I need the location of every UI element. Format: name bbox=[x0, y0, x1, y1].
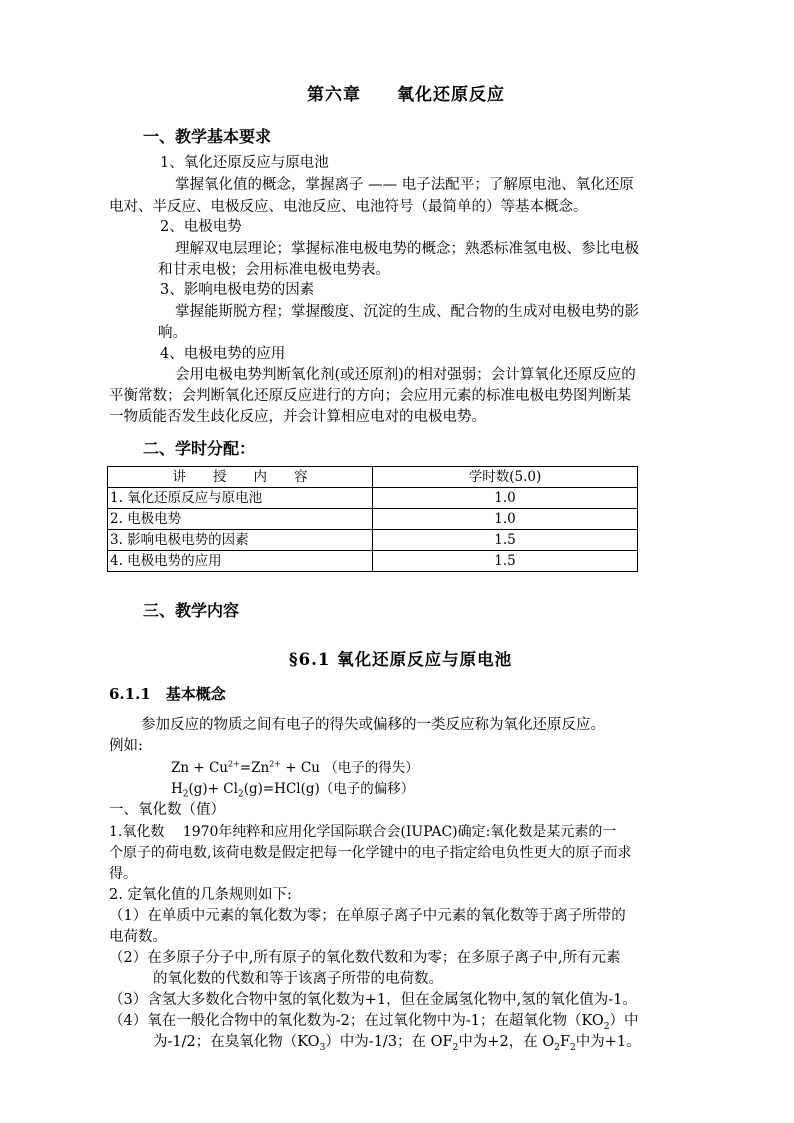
section-heading-content: 三、教学内容 bbox=[143, 601, 240, 620]
eq-text: Zn + Cu bbox=[171, 760, 228, 776]
rule-text: F bbox=[559, 1034, 571, 1050]
requirement-item-text: 电对、半反应、电极反应、电池反应、电池符号（最简单的）等基本概念。 bbox=[109, 199, 588, 215]
equation-zn-cu bbox=[171, 757, 419, 779]
rule-item bbox=[153, 1031, 641, 1053]
table-header-cell: 学时数(5.0) bbox=[373, 467, 638, 488]
rules-heading: 2. 定氧化值的几条规则如下: bbox=[109, 887, 292, 903]
eq-text: H bbox=[171, 781, 183, 797]
requirement-item-text: 平衡常数；会判断氧化还原反应进行的方向；会应用元素的标准电极电势图判断某 bbox=[109, 388, 631, 404]
rule-text: 中为+2，在 O bbox=[458, 1034, 555, 1050]
requirement-item-head: 4、电极电势的应用 bbox=[160, 346, 286, 362]
table-row bbox=[108, 488, 638, 509]
requirement-item-text: 掌握能斯脱方程；掌握酸度、沉淀的生成、配合物的生成对电极电势的影 bbox=[175, 304, 639, 320]
requirement-item-head: 1、氧化还原反应与原电池 bbox=[160, 155, 329, 171]
table-cell: 4. 电极电势的应用 bbox=[108, 551, 373, 572]
table-cell: 1.0 bbox=[373, 488, 638, 509]
eq-charge: 2+ bbox=[269, 759, 281, 769]
rule-item: （2）在多原子分子中,所有原子的氧化数代数和为零；在多原子离子中,所有元素 bbox=[109, 950, 621, 966]
rule-text: ）中 bbox=[609, 1013, 639, 1029]
eq-subscript: 2 bbox=[182, 789, 189, 800]
eq-subscript: 2 bbox=[237, 789, 244, 800]
rule-item: （1）在单质中元素的氧化数为零；在单原子离子中元素的氧化数等于离子所带的 bbox=[109, 908, 626, 924]
rule-item: （3）含氢大多数化合物中氢的氧化数为+1，但在金属氢化物中,氢的氧化值为-1。 bbox=[109, 992, 637, 1008]
table-cell: 1. 氧化还原反应与原电池 bbox=[108, 488, 373, 509]
table-row bbox=[108, 530, 638, 551]
eq-charge: 2+ bbox=[228, 759, 240, 769]
table-cell: 1.5 bbox=[373, 530, 638, 551]
table-row bbox=[108, 509, 638, 530]
requirement-item-head: 2、电极电势 bbox=[160, 219, 242, 235]
oxidation-number-heading: 一、氧化数（值） bbox=[109, 802, 225, 818]
table-header-row bbox=[108, 467, 638, 488]
requirement-item-text: 会用电极电势判断氧化剂(或还原剂)的相对强弱；会计算氧化还原反应的 bbox=[175, 367, 636, 383]
subsection-heading: 6.1.1 基本概念 bbox=[109, 685, 226, 703]
requirement-item-text: 一物质能否发生歧化反应，并会计算相应电对的电极电势。 bbox=[109, 409, 486, 425]
rule-text: ）中为-1/3；在 OF bbox=[325, 1034, 453, 1050]
table-header-cell: 讲 授 内 容 bbox=[108, 467, 373, 488]
requirement-item-text: 理解双电层理论；掌握标准电极电势的概念；熟悉标准氢电极、参比电极 bbox=[175, 241, 639, 257]
rule-text: 为-1/2；在臭氧化物（KO bbox=[153, 1034, 320, 1050]
requirement-item-text: 响。 bbox=[158, 325, 187, 341]
equation-h2-cl2 bbox=[171, 778, 414, 800]
intro-text: 参加反应的物质之间有电子的得失或偏移的一类反应称为氧化还原反应。 bbox=[141, 717, 605, 733]
rule-subscript: 3 bbox=[319, 1042, 326, 1053]
requirement-item-text: 掌握氧化值的概念，掌握离子 —— 电子法配平；了解原电池、氧化还原 bbox=[175, 177, 634, 193]
table-cell: 3. 影响电极电势的因素 bbox=[108, 530, 373, 551]
eq-text: (g)=HCl(g)（电子的偏移） bbox=[243, 781, 415, 797]
rule-subscript: 2 bbox=[554, 1042, 560, 1053]
eq-text: =Zn bbox=[239, 760, 270, 776]
section-subtitle: §6.1 氧化还原反应与原电池 bbox=[289, 650, 513, 669]
table-cell: 1.5 bbox=[373, 551, 638, 572]
requirement-item-text: 和甘汞电极；会用标准电极电势表。 bbox=[158, 262, 390, 278]
rule-item: 电荷数。 bbox=[109, 929, 167, 945]
oxidation-definition: 1.氧化数 1970年纯粹和应用化学国际联合会(IUPAC)确定:氧化数是某元素的一 bbox=[109, 824, 617, 840]
rule-subscript: 2 bbox=[570, 1042, 576, 1053]
table-row bbox=[108, 551, 638, 572]
eq-text: (g)+ Cl bbox=[188, 781, 238, 797]
example-label: 例如: bbox=[109, 738, 143, 754]
rule-item: 的氧化数的代数和等于该离子所带的电荷数。 bbox=[153, 971, 443, 987]
hours-table bbox=[107, 466, 638, 572]
section-heading-hours: 二、学时分配： bbox=[143, 439, 256, 458]
rule-item bbox=[109, 1010, 639, 1032]
rule-text: 中为+1。 bbox=[575, 1034, 641, 1050]
table-cell: 2. 电极电势 bbox=[108, 509, 373, 530]
eq-text: + Cu （电子的得失） bbox=[280, 760, 419, 776]
rule-subscript: 2 bbox=[603, 1021, 610, 1032]
requirement-item-head: 3、影响电极电势的因素 bbox=[160, 282, 315, 298]
table-cell: 1.0 bbox=[373, 509, 638, 530]
chapter-title: 第六章 氧化还原反应 bbox=[307, 85, 505, 105]
rule-subscript: 2 bbox=[452, 1042, 459, 1053]
rule-text: （4）氧在一般化合物中的氧化数为-2；在过氧化物中为-1；在超氧化物（KO bbox=[109, 1013, 604, 1029]
oxidation-definition: 个原子的荷电数,该荷电数是假定把每一化学键中的电子指定给电负性更大的原子而求 bbox=[109, 845, 632, 861]
oxidation-definition: 得。 bbox=[109, 866, 137, 882]
section-heading-requirements: 一、教学基本要求 bbox=[143, 127, 272, 146]
